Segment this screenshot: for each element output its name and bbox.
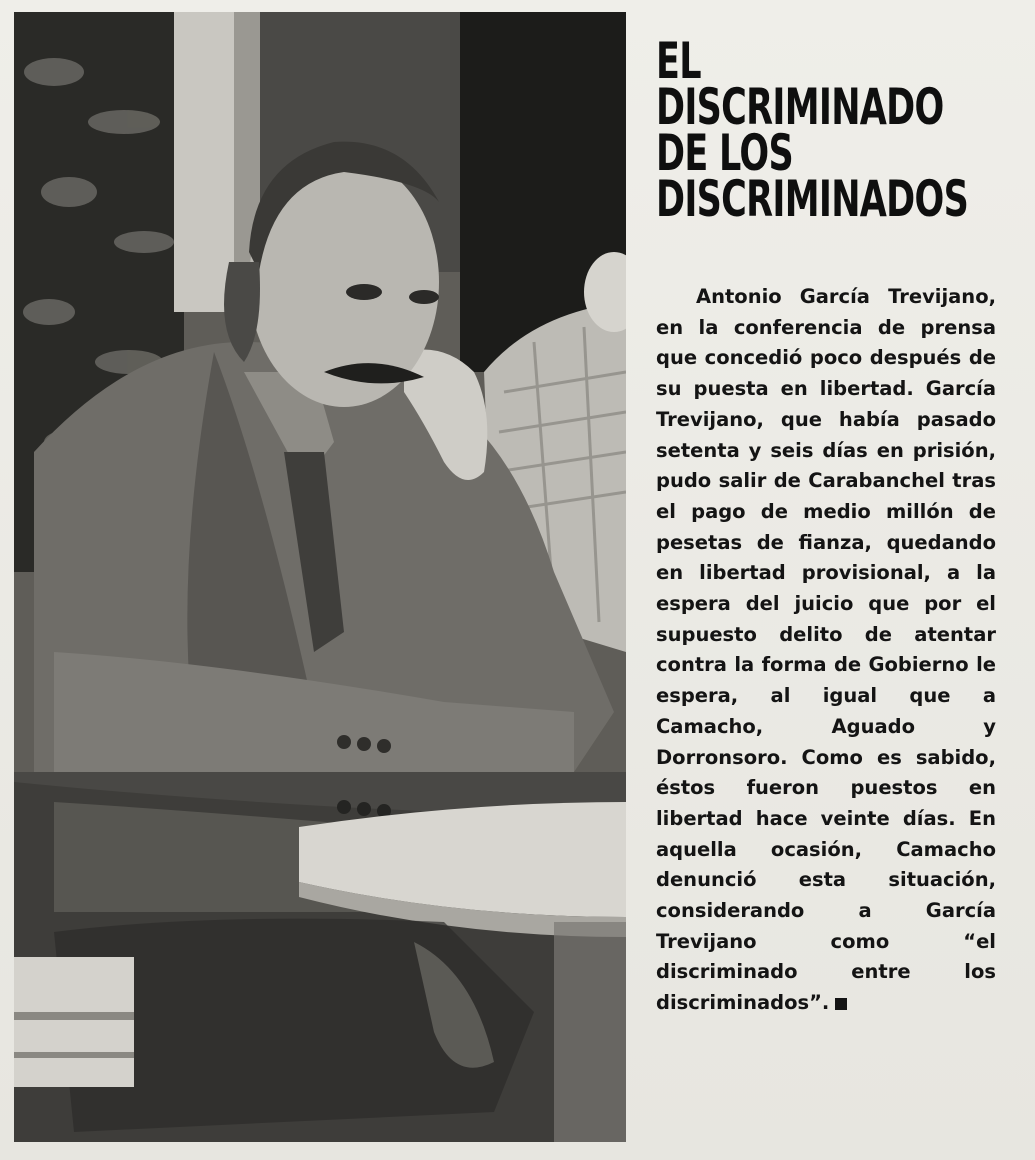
end-of-article-mark — [835, 998, 847, 1010]
headline-line-3: DE LOS — [656, 124, 793, 182]
photo-caption — [656, 282, 996, 1019]
headline-line-2: DISCRIMINADO — [656, 78, 944, 136]
headline-line-1: EL — [656, 32, 701, 90]
article — [656, 32, 998, 1015]
headline — [656, 32, 999, 228]
caption-text: Antonio García Trevijano, en la conferencia de prensa que concedió poco después de su puesta en libertad. García Trevijano, que había pasado setenta y seis días en prisión, pudo salir de Carabanchel tras el pago de medio millón de pesetas de fianza, quedando en libertad provisional, a la espera del juicio que por el supuesto delito de atentar contra la forma de Gobierno le espera, al igual que a Camacho, Aguado y Dorronsoro. Como es sabido, éstos fueron puestos en libertad hace veinte días. En aquella ocasión, Camacho denunció esta situación, considerando a García Trevijano como “el discriminado entre los discriminados”. — [656, 285, 996, 1015]
headline-line-4: DISCRIMINADOS — [656, 170, 969, 228]
photo-illustration — [14, 12, 626, 1142]
press-photo — [14, 12, 626, 1142]
